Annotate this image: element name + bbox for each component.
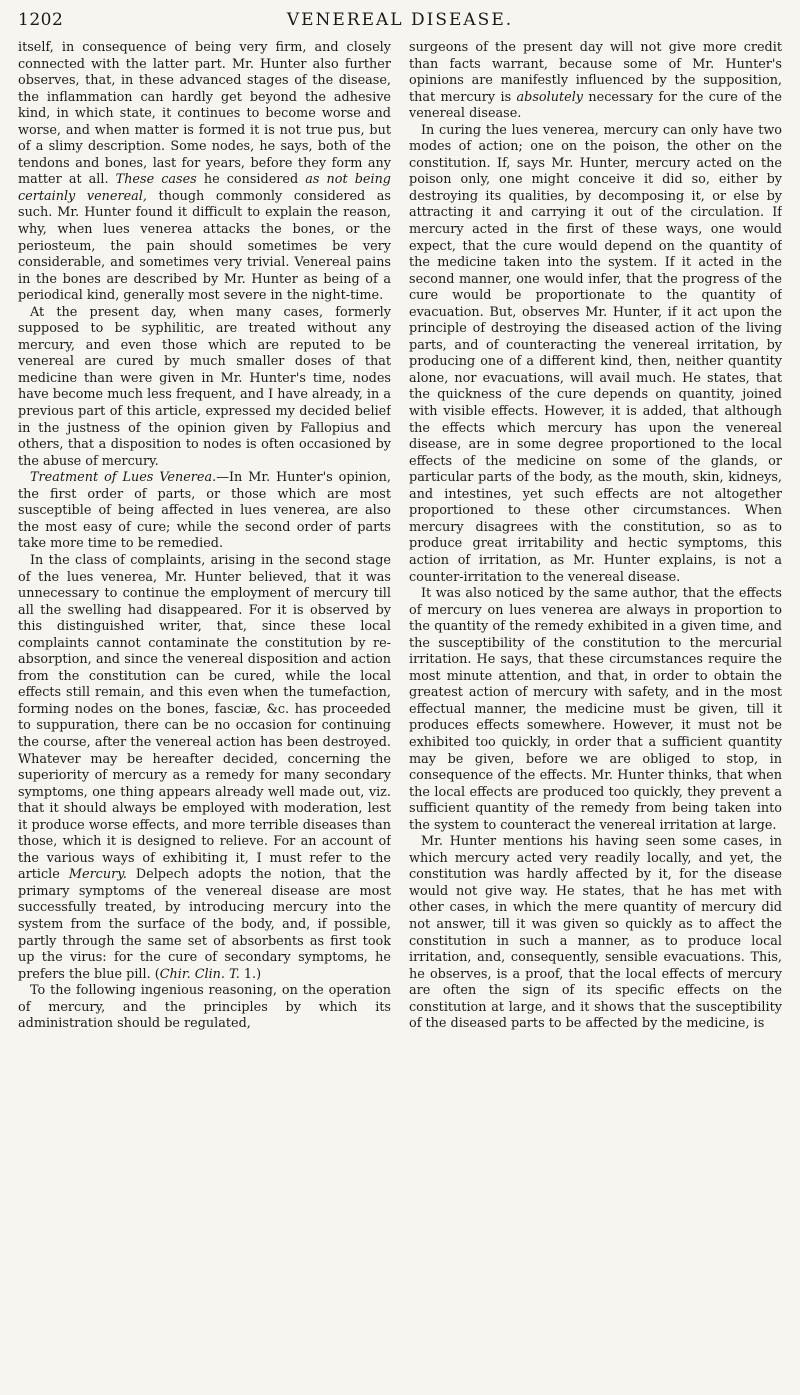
text-run: —In Mr. Hunter's opinion, the first order of parts, or those which are most susceptible of being affected in lues venerea, are also the most easy of cure; while the second order of parts take more time to be remedied.	[18, 470, 391, 552]
paragraph	[409, 123, 782, 586]
text-columns	[18, 40, 782, 1387]
paragraph	[18, 305, 391, 470]
text-run: 1.)	[239, 966, 262, 982]
text-run: itself, in consequence of being very firm, and closely connected with the latter part. Mr. Hunter also further observes, that, in these advanced stages of the disease, the inflammation can hardly get beyond the adhesive kind, in which state, it continues to become worse and worse, and when matter is formed it is not true pus, but of a slimy description. Some nodes, he says, both of the tendons and bones, last for years, before they form any matter at all.	[18, 40, 391, 188]
paragraph	[409, 834, 782, 1033]
paragraph	[18, 983, 391, 1033]
italic-text: Chir. Clin. T.	[159, 966, 240, 982]
text-run: In curing the lues venerea, mercury can only have two modes of action; one on the poison, the other on the constitution. If, says Mr. Hunter, mercury acted on the poison only, one might conceive it did so, either by destroying its qualities, by decomposing it, or else by attracting it and carrying it out of the circulation. If mercury acted in the first of these ways, one would expect, that the cure would depend on the quantity of the medicine taken into the system. If it acted in the second manner, one would infer, that the progress of the cure would be proportionate to the quantity of evacuation. But, observes Mr. Hunter, if it act upon the principle of destroying the diseased action of the living parts, and of counteracting the venereal irritation, by producing one of a different kind, then, neither quantity alone, nor evacuations, will avail much. He states, that the quickness of the cure depends on quantity, joined with visible effects. However, it is added, that although the effects which mercury has upon the venereal disease, are in some degree proportioned to the local effects of the medicine on some of the glands, or particular parts of the body, as the mouth, skin, kidneys, and intestines, yet such effects are not altogether proportioned to these other circumstances. When mercury disagrees with the constitution, so as to produce great irritability and hectic symptoms, this action of irritation, as Mr. Hunter explains, is not a counter-irritation to the venereal disease.	[409, 122, 782, 585]
right-column	[409, 40, 782, 1387]
italic-text: absolutely	[516, 89, 584, 105]
paragraph	[18, 470, 391, 553]
italic-text: Treatment of Lues Venerea.	[30, 470, 217, 486]
paragraph	[18, 553, 391, 983]
running-title: VENEREAL DISEASE.	[286, 10, 514, 30]
text-run: To the following ingenious reasoning, on the operation of mercury, and the principles by which its administration should be regulated,	[18, 983, 391, 1032]
text-run: In the class of complaints, arising in the second stage of the lues venerea, Mr. Hunter believed, that it was unnecessary to continue the employment of mercury till all the swelling had disappeared. For it is observed by this distinguished writer, that, since these local complaints cannot contaminate the constitution by re-absorption, and since the venereal disposition and action from the constitution can be cured, while the local effects still remain, and this even when the tumefaction, forming nodes on the bones, fasciæ, &c. has proceeded to suppuration, there can be no occasion for continuing the course, after the venereal action has been destroyed. Whatever may be hereafter decided, concerning the superiority of mercury as a remedy for many secondary symptoms, one thing appears already well made out, viz. that it should always be employed with moderation, lest it produce worse effects, and more terrible diseases than those, which it is designed to relieve. For an account of the various ways of exhibiting it, I must refer to the article	[18, 552, 391, 883]
text-run: he considered	[196, 172, 306, 188]
text-run: Mr. Hunter mentions his having seen some cases, in which mercury acted very readily locally, and yet, the constitution was hardly affected by it, for the disease would not give way. He states, that he has met with other cases, in which the mere quantity of mercury did not answer, till it was given so quickly as to affect the constitution in such a manner, as to produce local irritation, and, consequently, sensible evacuations. This, he observes, is a proof, that the local effects of mercury are often the sign of its specific effects on the constitution at large, and it shows that the susceptibility of the diseased parts to be affected by the medicine, is	[409, 834, 782, 1032]
paragraph	[18, 40, 391, 305]
text-run: It was also noticed by the same author, that the effects of mercury on lues venerea are always in proportion to the quantity of the remedy exhibited in a given time, and the susceptibility of the constitution to the mercurial irritation. He says, that these circumstances require the most minute attention, and that, in order to obtain the greatest action of mercury with safety, and in the most effectual manner, the medicine must be given, till it produces effects somewhere. However, it must not be exhibited too quickly, in order that a sufficient quantity may be given, before we are obliged to stop, in consequence of the effects. Mr. Hunter thinks, that when the local effects are produced too quickly, they prevent a sufficient quantity of the remedy from being taken into the system to counteract the venereal irritation at large.	[409, 586, 782, 833]
italic-text: Mercury.	[68, 867, 127, 883]
text-run: surgeons of the present day will not give more credit than facts warrant, because some of Mr. Hunter's opinions are manifestly influenced by the supposition, that mercury is	[409, 40, 782, 105]
text-run: necessary for the cure of the venereal disease.	[409, 89, 782, 122]
text-run: At the present day, when many cases, formerly supposed to be syphilitic, are treated without any mercury, and even those which are reputed to be venereal are cured by much smaller doses of that medicine than were given in Mr. Hunter's time, nodes have become much less frequent, and I have already, in a previous part of this article, expressed my decided belief in the justness of the opinion given by Fallopius and others, that a disposition to nodes is often occasioned by the abuse of mercury.	[18, 304, 391, 469]
paragraph	[409, 40, 782, 123]
text-run: Delpech adopts the notion, that the primary symptoms of the venereal disease are most successfully treated, by introducing mercury into the system from the surface of the body, and, if possible, partly through the same set of absorbents as first took up the virus: for the cure of secondary symptoms, he prefers the blue pill. (	[18, 867, 391, 982]
running-header	[18, 10, 782, 36]
italic-text: These cases	[115, 172, 197, 188]
left-column	[18, 40, 391, 1387]
text-run: though commonly considered as such. Mr. Hunter found it difficult to explain the reason, why, when lues venerea attacks the bones, or the periosteum, the pain should sometimes be very considerable, and sometimes very trivial. Venereal pains in the bones are described by Mr. Hunter as being of a periodical kind, generally most severe in the night-time.	[18, 188, 391, 304]
italic-text: as not being certainly venereal,	[18, 172, 391, 204]
paragraph	[409, 586, 782, 834]
page-number: 1202	[18, 10, 64, 30]
